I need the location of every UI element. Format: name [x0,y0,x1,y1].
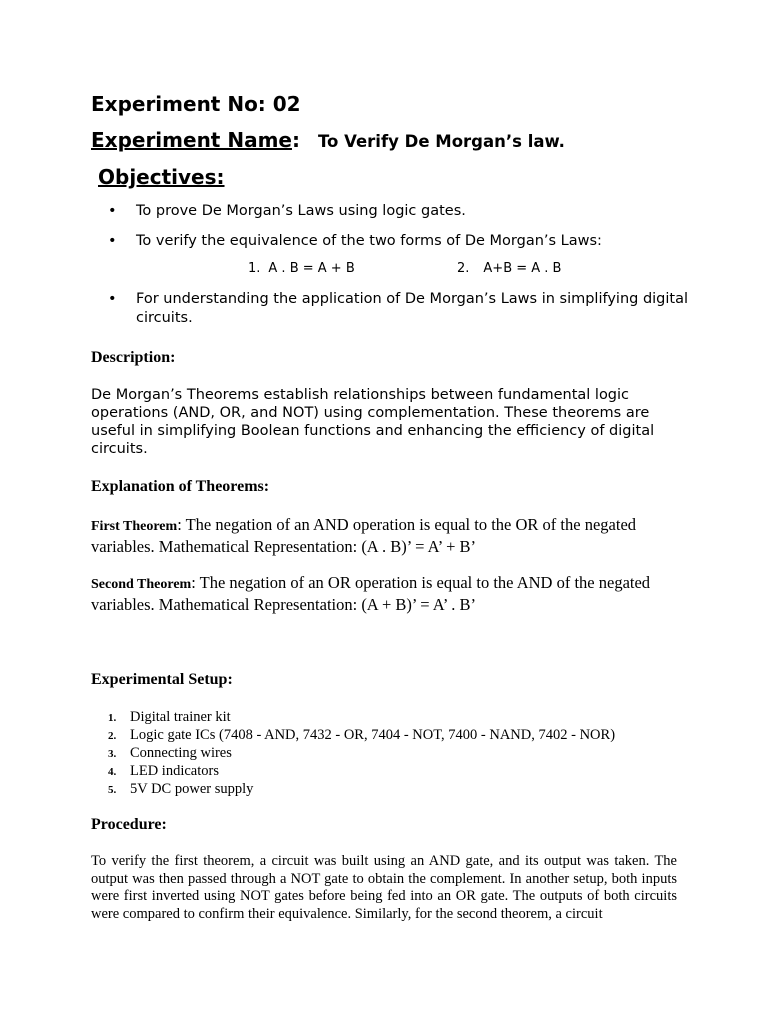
first-theorem [91,515,691,557]
equation-text: A+B = A . B [483,261,562,276]
equation-2 [457,261,561,276]
setup-list [91,708,615,798]
objectives-list-1 [108,202,688,221]
first-theorem-text: : The negation of an AND operation is equal to the OR of the negated variables. Mathematical Representation: (A . B)’ = A’ + B’ [91,515,637,556]
description-text: De Morgan’s Theorems establish relationships between fundamental logic operations (AND, OR, and NOT) using complementation. These theorems are useful in simplifying Boolean functions and enhancing the efficiency of digital circuits. [91,387,655,457]
setup-item-text: 5V DC power supply [130,781,254,797]
setup-item-text: Logic gate ICs (7408 - AND, 7432 - OR, 7404 - NOT, 7400 - NAND, 7402 - NOR) [130,727,616,743]
second-theorem-label: Second Theorem [91,577,192,592]
explanation-heading: Explanation of Theorems: [91,478,270,495]
equation-text: A . B = A + B [268,261,355,276]
setup-item-text: Connecting wires [130,745,232,761]
setup-heading: Experimental Setup: [91,671,233,688]
experiment-number: Experiment No: 02 [91,92,301,116]
objective-item: • To verify the equivalence of the two forms of De Morgan’s Laws: [108,232,688,251]
objectives-heading: Objectives: [98,165,225,189]
experiment-name-row [91,128,565,152]
setup-item [91,708,615,726]
procedure-heading: Procedure: [91,816,167,833]
equation-1 [248,261,355,276]
setup-item-number: 1. [108,712,117,724]
procedure-text: To verify the first theorem, a circuit was built using an AND gate, and its output was taken. The output was then passed through a NOT gate to obtain the complement. In another setup, both inputs were first inverted using NOT gates before being fed into an OR gate. The outputs of both circuits were compared to confirm their equivalence. Similarly, for the second theorem, a circuit [91,853,677,922]
setup-item-text: LED indicators [130,763,219,779]
objectives-list-2 [108,232,688,251]
experiment-name-value: To Verify De Morgan’s law. [317,132,565,151]
experiment-name-label: Experiment Name [91,128,292,152]
setup-item-number: 4. [108,766,117,778]
objectives-list-3 [108,290,688,328]
setup-item [91,762,615,780]
setup-item [91,780,615,798]
setup-item-number: 5. [108,784,117,796]
experiment-name-colon: : [291,128,300,152]
setup-item-text: Digital trainer kit [130,709,231,725]
setup-item-number: 3. [108,748,117,760]
setup-item [91,726,615,744]
setup-item [91,744,615,762]
equation-number: 2. [457,261,470,276]
first-theorem-label: First Theorem [91,519,178,534]
second-theorem-text: : The negation of an OR operation is equal to the AND of the negated variables. Mathematical Representation: (A + B)’ = A’ . B’ [91,573,651,614]
objective-item: • For understanding the application of De Morgan’s Laws in simplifying digital circuits. [108,290,688,328]
equation-number: 1. [248,261,261,276]
setup-item-number: 2. [108,730,117,742]
objective-item: • To prove De Morgan’s Laws using logic gates. [108,202,688,221]
second-theorem [91,573,691,615]
description-heading: Description: [91,349,176,366]
